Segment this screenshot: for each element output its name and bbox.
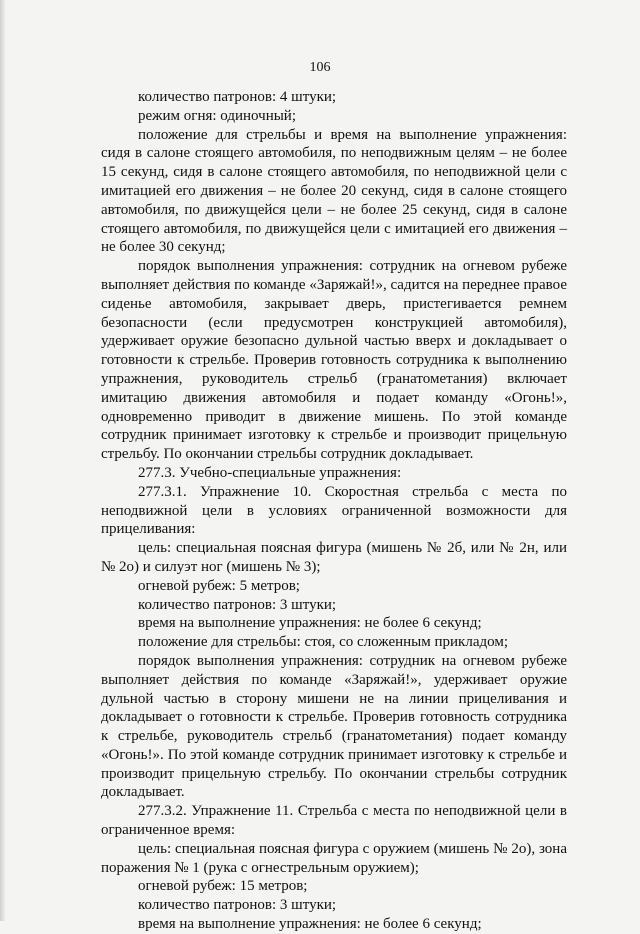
document-body <box>101 88 567 934</box>
paragraph: 277.3.1. Упражнение 10. Скоростная стрельба с места по неподвижной цели в условиях ограниченной возможности для прицеливания: <box>101 483 567 538</box>
paragraph: положение для стрельбы и время на выполнение упражнения: сидя в салоне стоящего автомобиля, по неподвижным целям – не более 15 секунд, сидя в салоне стоящего автомобиля, по неподвижной цели с имитацией его движения – не более 20 секунд, сидя в салоне стоящего автомобиля, по движущейся цели – не более 25 секунд, сидя в салоне стоящего автомобиля, по движущейся цели с имитацией его движения – не более 30 секунд; <box>101 126 567 256</box>
page-number: 106 <box>309 60 331 75</box>
section-heading: 277.3. Учебно-специальные упражнения: <box>138 464 402 481</box>
paragraph: время на выполнение упражнения: не более 6 секунд; <box>138 916 482 933</box>
paragraph: порядок выполнения упражнения: сотрудник на огневом рубеже выполняет действия по команде «Заряжай!», удерживает оружие дульной частью в сторону мишени не на линии прицеливания и докладывает о готовности к стрельбе. Проверив готовность сотрудника к стрельбе, руководитель стрельб (гранатометания) подает команду «Огонь!». По этой команде сотрудник принимает изготовку к стрельбе и производит прицельную стрельбу. По окончании стрельбы сотрудник докладывает. <box>101 652 567 801</box>
paragraph: огневой рубеж: 5 метров; <box>138 577 300 594</box>
paragraph: положение для стрельбы: стоя, со сложенным прикладом; <box>138 634 508 651</box>
paragraph: количество патронов: 4 штуки; <box>138 89 337 105</box>
scan-edge <box>0 0 6 921</box>
paragraph: огневой рубеж: 15 метров; <box>138 878 308 895</box>
paragraph: цель: специальная поясная фигура с оружием (мишень № 2о), зона поражения № 1 (рука с огнестрельным оружием); <box>101 840 567 876</box>
paragraph: время на выполнение упражнения: не более 6 секунд; <box>138 615 482 632</box>
paragraph: количество патронов: 3 штуки; <box>138 897 337 914</box>
paragraph: цель: специальная поясная фигура (мишень № 2б, или № 2н, или № 2о) и силуэт ног (мишень № 3); <box>101 540 567 575</box>
paragraph: режим огня: одиночный; <box>138 107 296 124</box>
paragraph: 277.3.2. Упражнение 11. Стрельба с места по неподвижной цели в ограниченное время: <box>101 803 567 839</box>
paragraph: порядок выполнения упражнения: сотрудник на огневом рубеже выполняет действия по команде «Заряжай!», садится на переднее правое сиденье автомобиля, закрывает дверь, пристегивается ремнем безопасности (если предусмотрен конструкцией автомобиля), удерживает оружие безопасно дульной частью вверх и докладывает о готовности к стрельбе. Проверив готовность сотрудника к выполнению упражнения, руководитель стрельб (гранатометания) включает имитацию движения автомобиля и подает команду «Огонь!», одновременно приводит в движение мишень. По этой команде сотрудник принимает изготовку к стрельбе и производит прицельную стрельбу. По окончании стрельбы сотрудник докладывает. <box>101 258 567 463</box>
paragraph: количество патронов: 3 штуки; <box>138 596 337 613</box>
